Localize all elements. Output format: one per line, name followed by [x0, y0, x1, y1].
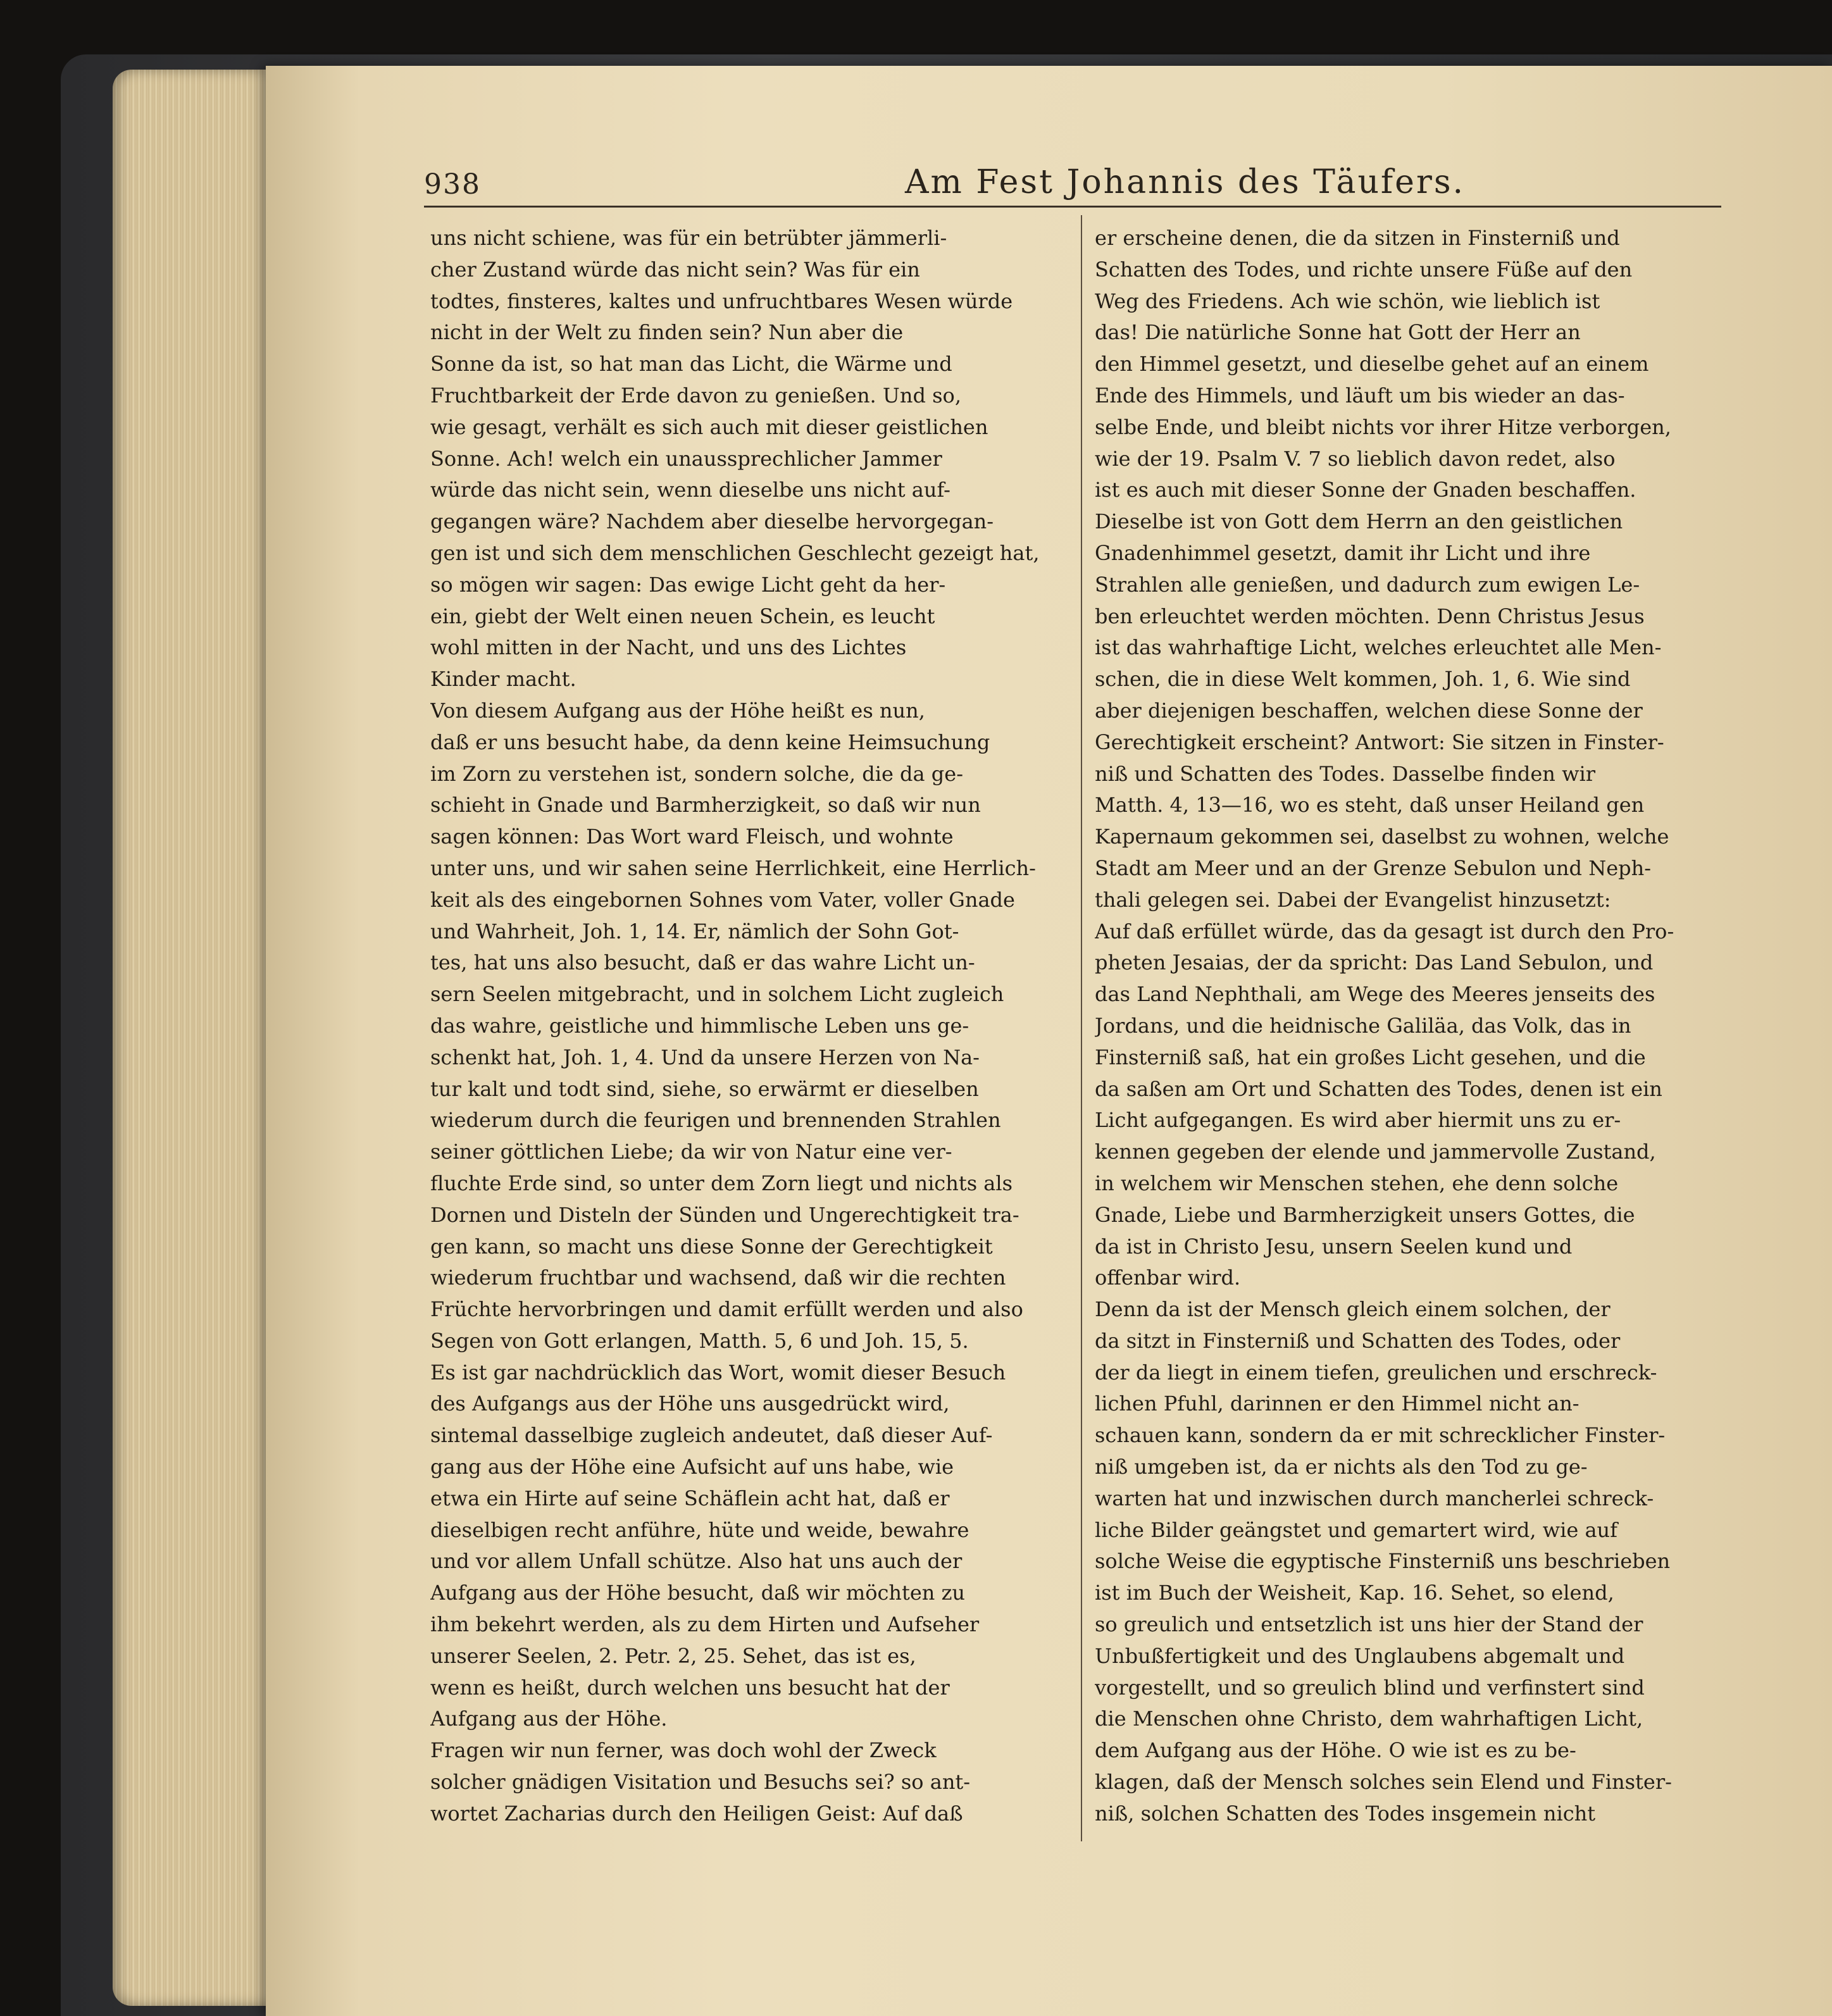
- text-line: wenn es heißt, durch welchen uns besucht hat der: [430, 1675, 950, 1700]
- text-line: Jordans, und die heidnische Galiläa, das Volk, das in: [1095, 1013, 1631, 1038]
- text-line: Kapernaum gekommen sei, daselbst zu wohnen, welche: [1095, 824, 1669, 849]
- text-line: ist das wahrhaftige Licht, welches erleuchtet alle Men-: [1095, 635, 1662, 660]
- text-line: tur kalt und todt sind, siehe, so erwärmt er dieselben: [430, 1076, 979, 1101]
- text-line: schieht in Gnade und Barmherzigkeit, so daß wir nun: [430, 793, 981, 818]
- text-line: schen, die in diese Welt kommen, Joh. 1, 6. Wie sind: [1095, 667, 1631, 692]
- text-line: Gnade, Liebe und Barmherzigkeit unsers Gottes, die: [1095, 1202, 1635, 1227]
- text-line: Strahlen alle genießen, und dadurch zum ewigen Le-: [1095, 572, 1640, 597]
- text-line: dieselbigen recht anführe, hüte und weide, bewahre: [430, 1517, 969, 1542]
- text-line: Sonne. Ach! welch ein unaussprechlicher Jammer: [430, 446, 942, 471]
- text-line: klagen, daß der Mensch solches sein Elend und Finster-: [1095, 1770, 1672, 1795]
- text-line: selbe Ende, und bleibt nichts vor ihrer Hitze verborgen,: [1095, 414, 1671, 439]
- text-line: das! Die natürliche Sonne hat Gott der Herr an: [1095, 320, 1581, 345]
- page-number: 938: [424, 168, 481, 201]
- text-line: seiner göttlichen Liebe; da wir von Natur eine ver-: [430, 1140, 952, 1164]
- text-line: daß er uns besucht habe, da denn keine Heimsuchung: [430, 730, 990, 754]
- text-line: Unbußfertigkeit und des Unglaubens abgemalt und: [1095, 1643, 1625, 1668]
- text-line: ein, giebt der Welt einen neuen Schein, es leucht: [430, 604, 935, 628]
- text-line: ist es auch mit dieser Sonne der Gnaden beschaffen.: [1095, 478, 1636, 502]
- text-line: der da liegt in einem tiefen, greulichen und erschreck-: [1095, 1360, 1657, 1384]
- text-line: schauen kann, sondern da er mit schrecklicher Finster-: [1095, 1423, 1666, 1448]
- text-line: Denn da ist der Mensch gleich einem solchen, der: [1095, 1297, 1611, 1322]
- text-line: Gerechtigkeit erscheint? Antwort: Sie sitzen in Finster-: [1095, 730, 1664, 754]
- text-line: Fruchtbarkeit der Erde davon zu genießen. Und so,: [430, 383, 961, 408]
- text-line: dem Aufgang aus der Höhe. O wie ist es zu be-: [1095, 1738, 1576, 1763]
- text-line: die Menschen ohne Christo, dem wahrhaftigen Licht,: [1095, 1707, 1643, 1731]
- text-line: todtes, finsteres, kaltes und unfruchtbares Wesen würde: [430, 289, 1013, 313]
- text-line: ist im Buch der Weisheit, Kap. 16. Sehet, so elend,: [1095, 1581, 1614, 1605]
- text-line: niß und Schatten des Todes. Dasselbe finden wir: [1095, 761, 1595, 786]
- text-line: niß, solchen Schatten des Todes insgemein nicht: [1095, 1801, 1596, 1826]
- header-rule: [424, 206, 1721, 208]
- text-line: Aufgang aus der Höhe.: [430, 1707, 668, 1731]
- text-line: tes, hat uns also besucht, daß er das wahre Licht un-: [430, 950, 975, 975]
- text-line: im Zorn zu verstehen ist, sondern solche, die da ge-: [430, 761, 964, 786]
- text-line: aber diejenigen beschaffen, welchen diese Sonne der: [1095, 698, 1643, 723]
- text-line: des Aufgangs aus der Höhe uns ausgedrückt wird,: [430, 1391, 950, 1416]
- text-line: Dornen und Disteln der Sünden und Ungerechtigkeit tra-: [430, 1202, 1019, 1227]
- text-line: er erscheine denen, die da sitzen in Finsterniß und: [1095, 226, 1620, 250]
- text-line: niß umgeben ist, da er nichts als den Tod zu ge-: [1095, 1455, 1588, 1479]
- text-line: fluchte Erde sind, so unter dem Zorn liegt und nichts als: [430, 1171, 1013, 1195]
- text-line: Licht aufgegangen. Es wird aber hiermit uns zu er-: [1095, 1108, 1621, 1133]
- text-line: Stadt am Meer und an der Grenze Sebulon und Neph-: [1095, 856, 1652, 880]
- text-line: offenbar wird.: [1095, 1266, 1241, 1290]
- text-line: solche Weise die egyptische Finsterniß uns beschrieben: [1095, 1549, 1671, 1574]
- text-line: thali gelegen sei. Dabei der Evangelist hinzusetzt:: [1095, 887, 1611, 912]
- text-line: Fragen wir nun ferner, was doch wohl der Zweck: [430, 1738, 937, 1763]
- text-line: warten hat und inzwischen durch mancherlei schreck-: [1095, 1486, 1654, 1510]
- text-line: Matth. 4, 13—16, wo es steht, daß unser Heiland gen: [1095, 793, 1645, 818]
- text-line: ben erleuchtet werden möchten. Denn Christus Jesus: [1095, 604, 1645, 628]
- text-line: unserer Seelen, 2. Petr. 2, 25. Sehet, das ist es,: [430, 1643, 916, 1668]
- text-line: wortet Zacharias durch den Heiligen Geist: Auf daß: [430, 1801, 963, 1826]
- text-line: Auf daß erfüllet würde, das da gesagt ist durch den Pro-: [1095, 919, 1674, 943]
- text-line: da saßen am Ort und Schatten des Todes, denen ist ein: [1095, 1076, 1662, 1101]
- text-line: sagen können: Das Wort ward Fleisch, und wohnte: [430, 824, 954, 849]
- text-line: gegangen wäre? Nachdem aber dieselbe hervorgegan-: [430, 509, 994, 534]
- text-line: wohl mitten in der Nacht, und uns des Lichtes: [430, 635, 907, 660]
- text-line: Kinder macht.: [430, 667, 576, 692]
- text-line: kennen gegeben der elende und jammervolle Zustand,: [1095, 1140, 1656, 1164]
- text-line: Es ist gar nachdrücklich das Wort, womit dieser Besuch: [430, 1360, 1006, 1384]
- page-edges: [113, 70, 284, 2006]
- text-line: wiederum durch die feurigen und brennenden Strahlen: [430, 1108, 1001, 1133]
- text-line: etwa ein Hirte auf seine Schäflein acht hat, daß er: [430, 1486, 950, 1510]
- text-line: Schatten des Todes, und richte unsere Füße auf den: [1095, 257, 1633, 282]
- text-line: liche Bilder geängstet und gemartert wird, wie auf: [1095, 1517, 1617, 1542]
- text-line: keit als des eingebornen Sohnes vom Vater, voller Gnade: [430, 887, 1015, 912]
- text-line: da ist in Christo Jesu, unsern Seelen kund und: [1095, 1234, 1573, 1259]
- column-divider: [1081, 215, 1082, 1841]
- text-line: Dieselbe ist von Gott dem Herrn an den geistlichen: [1095, 509, 1623, 534]
- text-line: und vor allem Unfall schütze. Also hat uns auch der: [430, 1549, 963, 1574]
- text-line: Sonne da ist, so hat man das Licht, die Wärme und: [430, 352, 952, 376]
- text-line: wiederum fruchtbar und wachsend, daß wir die rechten: [430, 1266, 1006, 1290]
- text-line: Aufgang aus der Höhe besucht, daß wir möchten zu: [430, 1581, 966, 1605]
- left-column: [430, 223, 1058, 1830]
- text-line: würde das nicht sein, wenn dieselbe uns nicht auf-: [430, 478, 950, 502]
- text-line: sintemal dasselbige zugleich andeutet, daß dieser Auf-: [430, 1423, 993, 1448]
- text-line: Weg des Friedens. Ach wie schön, wie lieblich ist: [1095, 289, 1600, 313]
- text-line: und Wahrheit, Joh. 1, 14. Er, nämlich der Sohn Got-: [430, 919, 959, 943]
- text-line: uns nicht schiene, was für ein betrübter jämmerli-: [430, 226, 947, 250]
- text-line: schenkt hat, Joh. 1, 4. Und da unsere Herzen von Na-: [430, 1045, 980, 1069]
- text-line: solcher gnädigen Visitation und Besuchs sei? so ant-: [430, 1770, 971, 1795]
- text-line: so greulich und entsetzlich ist uns hier der Stand der: [1095, 1612, 1643, 1637]
- text-line: vorgestellt, und so greulich blind und verfinstert sind: [1095, 1675, 1645, 1700]
- text-line: unter uns, und wir sahen seine Herrlichkeit, eine Herrlich-: [430, 856, 1036, 880]
- text-line: lichen Pfuhl, darinnen er den Himmel nicht an-: [1095, 1391, 1580, 1416]
- text-line: wie der 19. Psalm V. 7 so lieblich davon redet, also: [1095, 446, 1616, 471]
- text-line: Von diesem Aufgang aus der Höhe heißt es nun,: [430, 698, 925, 723]
- text-line: in welchem wir Menschen stehen, ehe denn solche: [1095, 1171, 1619, 1195]
- text-line: ihm bekehrt werden, als zu dem Hirten und Aufseher: [430, 1612, 980, 1637]
- text-line: das Land Nephthali, am Wege des Meeres jenseits des: [1095, 982, 1655, 1007]
- right-column: [1095, 223, 1723, 1830]
- running-head: Am Fest Johannis des Täufers.: [905, 163, 1466, 201]
- text-line: da sitzt in Finsterniß und Schatten des Todes, oder: [1095, 1328, 1621, 1353]
- text-line: gang aus der Höhe eine Aufsicht auf uns habe, wie: [430, 1455, 954, 1479]
- text-line: cher Zustand würde das nicht sein? Was für ein: [430, 257, 920, 282]
- text-line: den Himmel gesetzt, und dieselbe gehet auf an einem: [1095, 352, 1649, 376]
- text-line: gen kann, so macht uns diese Sonne der Gerechtigkeit: [430, 1234, 993, 1259]
- text-line: nicht in der Welt zu finden sein? Nun aber die: [430, 320, 904, 345]
- text-line: Finsterniß saß, hat ein großes Licht gesehen, und die: [1095, 1045, 1646, 1069]
- text-line: das wahre, geistliche und himmlische Leben uns ge-: [430, 1013, 969, 1038]
- text-line: Segen von Gott erlangen, Matth. 5, 6 und Joh. 15, 5.: [430, 1328, 969, 1353]
- text-line: sern Seelen mitgebracht, und in solchem Licht zugleich: [430, 982, 1004, 1007]
- text-line: Früchte hervorbringen und damit erfüllt werden und also: [430, 1297, 1023, 1322]
- text-line: so mögen wir sagen: Das ewige Licht geht da her-: [430, 572, 946, 597]
- text-line: pheten Jesaias, der da spricht: Das Land Sebulon, und: [1095, 950, 1654, 975]
- text-line: wie gesagt, verhält es sich auch mit dieser geistlichen: [430, 414, 988, 439]
- text-line: Gnadenhimmel gesetzt, damit ihr Licht und ihre: [1095, 540, 1591, 565]
- text-line: Ende des Himmels, und läuft um bis wieder an das-: [1095, 383, 1625, 408]
- text-line: gen ist und sich dem menschlichen Geschlecht gezeigt hat,: [430, 540, 1040, 565]
